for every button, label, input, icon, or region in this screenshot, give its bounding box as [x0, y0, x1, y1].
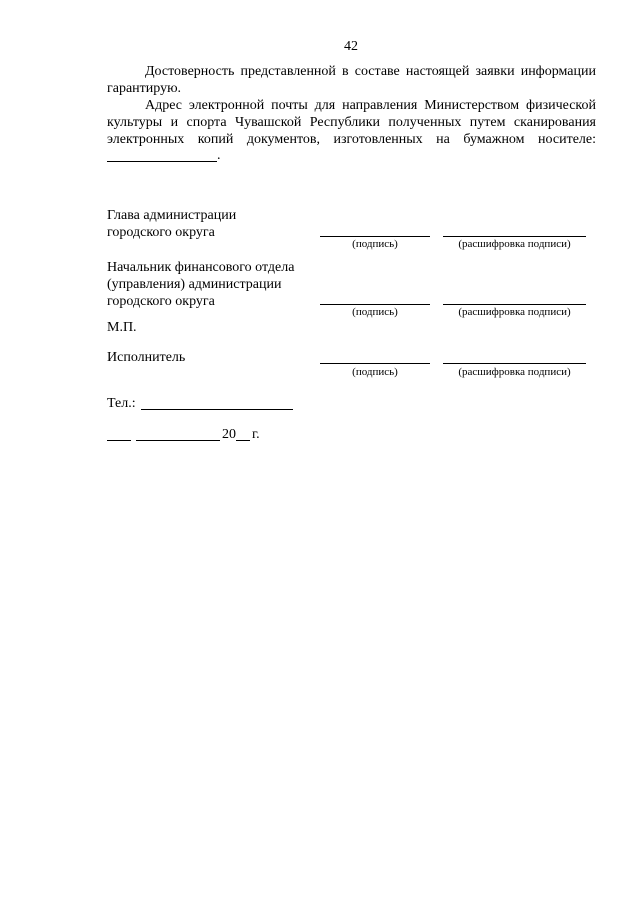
- sig2-title-line2: (управления) администрации: [107, 277, 282, 292]
- date-day-blank: [107, 440, 131, 441]
- phone-label: Тел.:: [107, 396, 136, 411]
- sig2-caption-decode: (расшифровка подписи): [458, 306, 571, 318]
- date-year-suffix: г.: [252, 427, 260, 442]
- sig2-title-line1: Начальник финансового отдела: [107, 260, 295, 275]
- sig3-title-line1: Исполнитель: [107, 350, 186, 365]
- sig2-title-line3: городского округа: [107, 294, 215, 309]
- paragraph-reliability-line1: Достоверность представленной в составе настоящей заявки информации: [145, 64, 596, 79]
- sig1-title-line2: городского округа: [107, 225, 215, 240]
- email-blank-line: [107, 161, 217, 162]
- sig1-decode-line: [443, 236, 586, 237]
- sig1-caption-sign: (подпись): [352, 238, 398, 250]
- paragraph-email-line1: Адрес электронной почты для направления Министерством физической: [145, 98, 596, 113]
- paragraph-reliability-line2: гарантирую.: [107, 81, 182, 96]
- sig3-caption-decode: (расшифровка подписи): [458, 366, 571, 378]
- stamp-label: М.П.: [107, 320, 137, 335]
- sig1-signature-line: [320, 236, 430, 237]
- sig1-caption-decode: (расшифровка подписи): [458, 238, 571, 250]
- paragraph-email-line2: культуры и спорта Чувашской Республики полученных путем сканирования: [107, 115, 596, 130]
- date-month-blank: [136, 440, 220, 441]
- sig3-decode-line: [443, 363, 586, 364]
- sig3-signature-line: [320, 363, 430, 364]
- sig2-caption-sign: (подпись): [352, 306, 398, 318]
- date-year-prefix: 20: [222, 427, 236, 442]
- sig2-signature-line: [320, 304, 430, 305]
- sig2-decode-line: [443, 304, 586, 305]
- date-year-blank: [236, 440, 250, 441]
- paragraph-email-line3: электронных копий документов, изготовленных на бумажном носителе:: [107, 132, 596, 147]
- sig1-title-line1: Глава администрации: [107, 208, 237, 223]
- email-line-end: .: [217, 148, 221, 163]
- page-number: 42: [344, 39, 358, 54]
- phone-blank-line: [141, 409, 293, 410]
- sig3-caption-sign: (подпись): [352, 366, 398, 378]
